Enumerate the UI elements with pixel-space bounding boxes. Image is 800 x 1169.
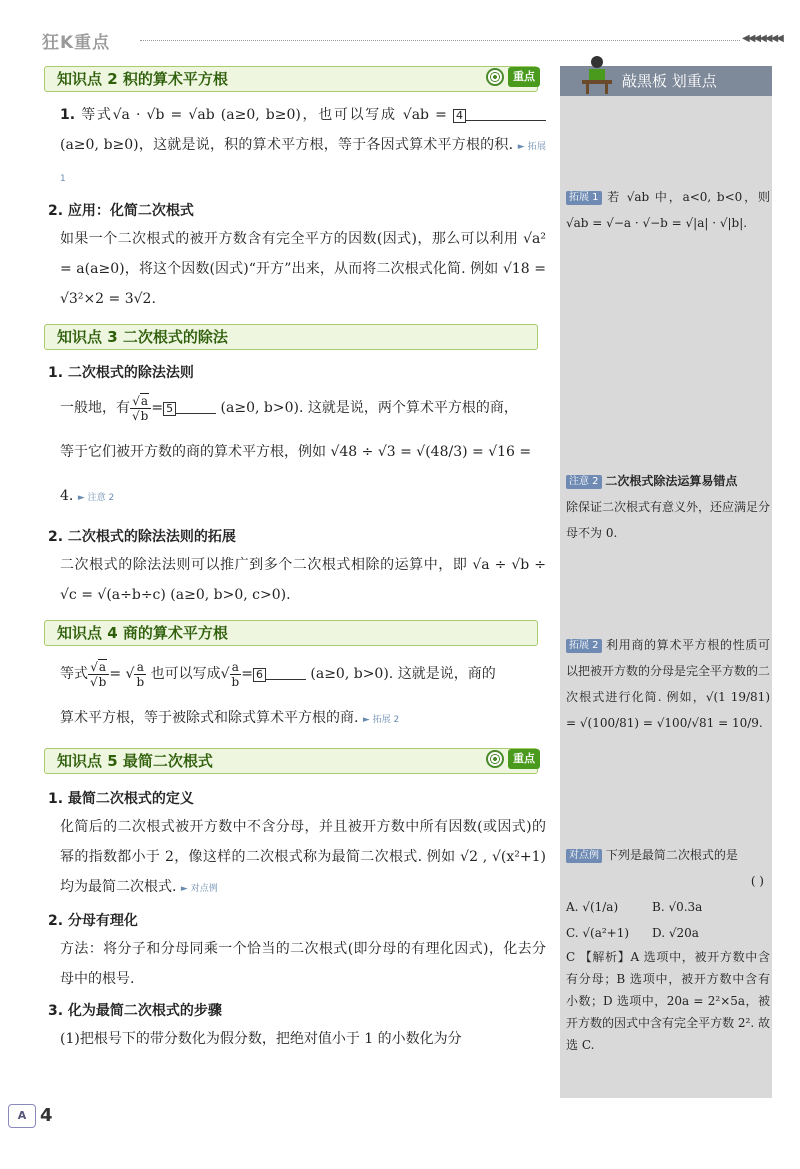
target-icon	[486, 750, 504, 768]
target-icon	[486, 68, 504, 86]
key-point-badge	[486, 64, 540, 92]
book-logo-icon: A	[8, 1104, 36, 1128]
kp4-mid: 也可以写成	[150, 666, 221, 682]
cross-ref-tag: ► 注意 2	[77, 493, 115, 503]
note-chip: 对点例	[566, 849, 602, 863]
note-chip: 拓展 2	[566, 639, 602, 653]
sidebar-notes	[560, 66, 772, 1098]
note-extension-2	[566, 632, 770, 736]
kp5-item3-text: (1)把根号下的带分数化为假分数，把绝对值小于 1 的小数化为分	[60, 1031, 462, 1047]
note-text: 下列是最简二次根式的是	[605, 848, 738, 862]
section-title-kp3	[44, 324, 538, 350]
page-number-value: 4	[40, 1105, 53, 1126]
answer-box: 5	[163, 402, 176, 416]
kp5-title: 知识点 5 最简二次根式	[57, 752, 213, 770]
cross-ref-tag: ► 拓展 1	[60, 142, 547, 184]
note-attention-2	[566, 468, 770, 546]
kp4-item: 等式 $\frac{√a}{√b}$ = √ $\frac{a}{b}$ 也可以写成√ $\frac{a}{b}$ = 6 (a≥0, b>0). 这就是说，商的 算术平方根，等于被除式和除式算术平方根的商. ► 拓展 2	[60, 659, 496, 726]
page-number	[8, 1104, 53, 1128]
kp2-item1-text-b: (a≥0, b≥0)，这就是说，积的算术平方根，等于各因式算术平方根的积.	[60, 137, 514, 153]
sidebar-header	[560, 66, 772, 96]
brand-logo: 狂K重点	[42, 33, 111, 53]
note-text: 利用商的算术平方根的性质可以把被开方数的分母是完全平方数的二次根式进行化简. 例如，√(1 19/81) = √(100/81) = √100/√81 = 10/9.	[566, 638, 771, 730]
answer-box: 4	[453, 109, 466, 123]
kp3-item1-line2: 等于它们被开方数的商的算术平方根，例如 √48 ÷ √3 = √(48/3) = √16 =	[60, 444, 532, 460]
option-c: C. √(a²+1)	[566, 926, 630, 940]
kp2-item2-text: 如果一个二次根式的被开方数含有完全平方的因数(因式)，那么可以利用 √a² = a(a≥0)，将这个因数(因式)“开方”出来，从而将二次根式化简. 例如 √18 = √3²×2 = 3√2.	[60, 231, 546, 307]
answer-blank	[266, 663, 306, 680]
kp3-item1: 一般地，有 $\frac{√a}{√b}$ = 5 (a≥0, b>0). 这就是说，两个算术平方根的商， 等于它们被开方数的商的算术平方根，例如 √48 ÷ √3 = √(48/3) = √16 = 4. ► 注意 2	[60, 393, 532, 504]
kp2-item1-text-a: 等式√a · √b = √ab (a≥0, b≥0)，也可以写成 √ab =	[81, 107, 447, 123]
option-a: A. √(1/a)	[566, 900, 619, 914]
kp3-item1-heading: 1. 二次根式的除法法则	[48, 365, 194, 381]
fraction-a-over-b: $\frac{a}{b}$	[231, 659, 240, 689]
badge-label: 重点	[508, 749, 540, 769]
kp3-item1-mid: (a≥0, b>0). 这就是说，两个算术平方根的商，	[220, 400, 518, 416]
sidebar-title: 敲黑板 划重点	[622, 72, 717, 90]
kp5-item1	[60, 812, 546, 904]
kp5-item1-heading: 1. 最简二次根式的定义	[48, 791, 194, 807]
kp3-item2-text: 二次根式的除法法则可以推广到多个二次根式相除的运算中，即 √a ÷ √b ÷ √c = √(a÷b÷c) (a≥0, b>0, c>0).	[60, 557, 546, 603]
cross-ref-tag: ► 拓展 2	[362, 715, 400, 725]
note-example	[566, 842, 770, 1056]
kp2-item1	[60, 100, 546, 194]
answer-blank	[466, 104, 546, 121]
kp3-item2-heading: 2. 二次根式的除法法则的拓展	[48, 529, 236, 545]
cross-ref-tag: ► 对点例	[180, 884, 218, 894]
kp4-post: (a≥0, b>0). 这就是说，商的	[310, 666, 496, 682]
kp4-pre: 等式	[60, 666, 88, 682]
kp4-line2: 算术平方根，等于被除式和除式算术平方根的商.	[60, 710, 359, 726]
kp3-item1-pre: 一般地，有	[60, 400, 130, 416]
options-row-1	[566, 894, 770, 920]
note-chip: 拓展 1	[566, 191, 602, 205]
kp5-item1-text: 化简后的二次根式被开方数中不含分母，并且被开方数中所有因数(或因式)的幂的指数都小于 2，像这样的二次根式称为最简二次根式. 例如 √2 , √(x²+1) 均为最简二次根式.	[60, 819, 546, 895]
fraction-a-over-b: $\frac{a}{b}$	[136, 659, 145, 689]
kp5-item2-heading: 2. 分母有理化	[48, 913, 138, 929]
option-d: D. √20a	[652, 926, 699, 940]
item-number: 1.	[60, 107, 76, 123]
kp3-item1-line3: 4.	[60, 488, 74, 504]
kp2-item2-heading: 2. 应用：化简二次根式	[48, 203, 194, 219]
fraction-sqrt-a-over-sqrt-b: $\frac{√a}{√b}$	[130, 394, 151, 423]
kp4-title: 知识点 4 商的算术平方根	[57, 624, 228, 642]
section-title-kp2	[44, 66, 538, 92]
main-content	[38, 66, 546, 1054]
note-heading: 二次根式除法运算易错点	[605, 474, 738, 488]
answer-box: 6	[253, 668, 266, 682]
header-divider	[140, 40, 740, 41]
key-point-badge	[486, 746, 540, 774]
note-chip: 注意 2	[566, 475, 602, 489]
answer-paren: ( )	[750, 874, 764, 888]
teacher-icon	[580, 54, 614, 94]
option-b: B. √0.3a	[652, 900, 703, 914]
options-row-2	[566, 920, 770, 946]
fraction-sqrt-a-over-sqrt-b: $\frac{√a}{√b}$	[88, 660, 109, 689]
section-title-kp5	[44, 748, 538, 774]
note-text: 若 √ab 中，a<0, b<0，则 √ab = √−a · √−b = √|a| · √|b|.	[566, 190, 770, 230]
section-title-kp4	[44, 620, 538, 646]
note-text: 除保证二次根式有意义外，还应满足分母不为 0.	[566, 500, 771, 540]
kp2-title: 知识点 2 积的算术平方根	[57, 70, 228, 88]
header-arrows-icon: ◀◀◀◀◀◀◀	[742, 33, 782, 44]
badge-label: 重点	[508, 67, 540, 87]
note-extension-1	[566, 184, 770, 236]
kp5-item2-text: 方法：将分子和分母同乘一个恰当的二次根式(即分母的有理化因式)，化去分母中的根号.	[60, 941, 546, 987]
answer-blank	[176, 397, 216, 414]
kp3-title: 知识点 3 二次根式的除法	[57, 328, 228, 346]
kp5-item3-heading: 3. 化为最简二次根式的步骤	[48, 1003, 222, 1019]
answer-explanation: C 【解析】A 选项中，被开方数中含有分母；B 选项中，被开方数中含有小数；D 选项中，20a = 2²×5a，被开方数的因式中含有完全平方数 2². 故选 C.	[566, 950, 770, 1052]
